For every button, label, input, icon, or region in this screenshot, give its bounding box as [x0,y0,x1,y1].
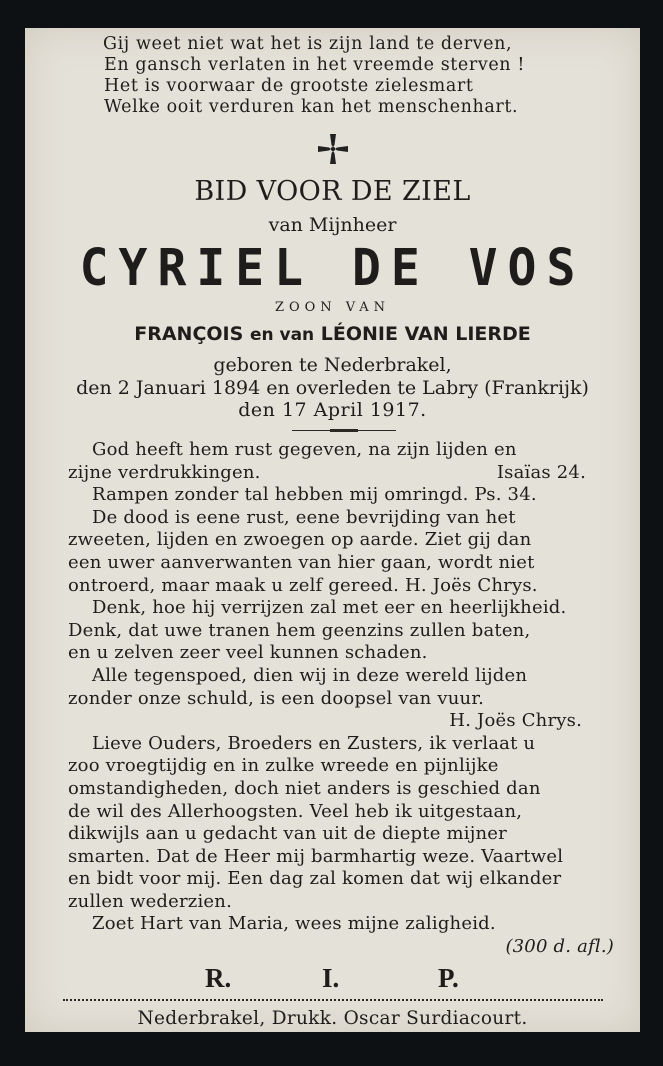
deceased-name: CYRIEL DE VOS [79,238,586,298]
dotted-divider [63,999,603,1001]
poem-line: En gansch verlaten in het vreemde sterven ! [104,55,525,75]
poem-line: Gij weet niet wat het is zijn land te derven, [103,34,513,54]
title-line: van Mijnheer [268,214,397,236]
mother-name: LÉONIE VAN LIERDE [320,323,531,345]
text-line: de wil des Allerhoogsten. Veel heb ik uitgestaan, [68,800,523,822]
text-line: zweeten, lijden en zwoegen op aarde. Ziet gij dan [68,529,532,551]
text-line: Denk, dat uwe tranen hem geenzins zullen baten, [68,619,531,641]
text-line: Alle tegenspoed, dien wij in deze wereld lijden [92,664,528,686]
text-line: God heeft hem rust gegeven, na zijn lijden en [92,439,517,460]
and-of: en van [249,325,315,345]
body-text [68,439,616,959]
text-line: en u zelven zeer veel kunnen schaden. [68,642,428,664]
poem-line: Het is voorwaar de grootste zielesmart [104,76,474,96]
indulgence-note: (300 d. afl.) [505,936,614,958]
text-line: De dood is eene rust, eene bevrijding van het [92,506,516,528]
opening-poem [103,34,525,118]
text-line: smarten. Dat de Heer mij barmhartig weze. Vaartwel [68,845,564,867]
text-line: en bidt voor mij. Een dag zal komen dat wij elkander [68,868,562,890]
text-line: zullen wederzien. [68,890,233,912]
text-line: H. Joës Chrys. [449,710,582,732]
cross-icon [316,132,350,166]
dates-line-2: den 17 April 1917. [238,399,427,421]
text-segment: zijne verdrukkingen. [68,461,261,483]
text-line: Rampen zonder tal hebben mij omringd. Ps. 34. [92,484,537,506]
son-of-label: ZOON VAN [274,300,391,315]
dates-line-1: den 2 Januari 1894 en overleden te Labry (Frankrijk) [76,377,589,399]
rip-letter-p: P. [438,963,459,993]
text-line: zoo vroegtijdig en in zulke wreede en pijnlijke [68,755,499,777]
text-line: Zoet Hart van Maria, wees mijne zaligheid. [92,913,496,935]
rip-letter-r: R. [205,963,232,993]
text-line: omstandigheden, doch niet anders is geschied dan [68,777,541,799]
text-line: Lieve Ouders, Broeders en Zusters, ik verlaat u [92,732,536,754]
parents-line [25,323,640,345]
prayer-heading: BID VOOR DE ZIEL [194,176,471,207]
text-line [68,462,616,485]
birthplace-line: geboren te Nederbrakel, [213,354,452,376]
text-line: Denk, hoe hij verrijzen zal met eer en heerlijkheid. [92,597,567,619]
ornamental-rule [292,429,396,432]
scripture-reference: Isaïas 24. [496,461,586,483]
text-line: zonder onze schuld, is een doopsel van vuur. [68,687,485,709]
poem-line: Welke ooit verduren kan het menschenhart. [104,97,519,117]
text-line: een uwer aanverwanten van hier gaan, wordt niet [68,551,535,573]
printer-credit: Nederbrakel, Drukk. Oscar Surdiacourt. [137,1008,528,1029]
text-line: dikwijls aan u gedacht van uit de diepte mijner [68,823,507,845]
rip-letter-i: I. [322,963,340,993]
father-name: FRANÇOIS [134,323,244,345]
text-line: ontroerd, maar maak u zelf gereed. H. Joës Chrys. [68,574,538,596]
memorial-card [25,28,640,1032]
